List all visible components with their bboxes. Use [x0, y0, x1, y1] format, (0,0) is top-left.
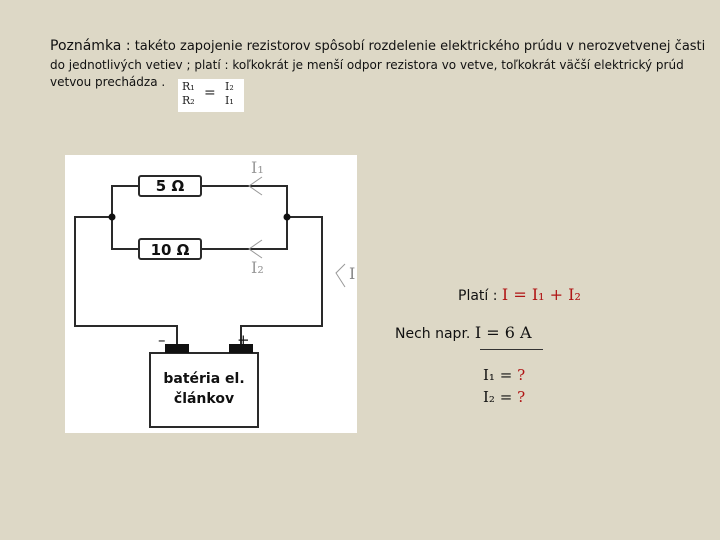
label-current-i2: I₂: [251, 258, 264, 277]
unknown-i2-value: ?: [517, 388, 526, 406]
ratio-i2: I₂: [225, 80, 234, 93]
example-prefix: Nech napr.: [395, 326, 471, 342]
unknown-i1-value: ?: [517, 366, 526, 384]
wire-outer-right: [241, 217, 322, 344]
label-resistor-5: 5 Ω: [155, 177, 185, 195]
wire-top-left: [112, 186, 139, 217]
label-current-total: I: [349, 264, 356, 283]
label-resistor-10: 10 Ω: [150, 241, 190, 259]
wire-bottom-left: [112, 217, 139, 249]
note-line-2: do jednotlivých vetiev ; platí : koľkokrát je menší odpor rezistora vo vetve, toľkokrát väčší elektrický prúd: [50, 58, 684, 72]
battery-label-line-1: batéria el.: [163, 371, 245, 387]
junction-right: [284, 214, 291, 221]
note-line-1-text: takéto zapojenie rezistorov spôsobí rozdelenie elektrického prúdu v nerozvetvenej časti: [130, 39, 706, 54]
note-line-3: vetvou prechádza .: [50, 75, 166, 89]
unknown-i2-label: I₂ =: [483, 388, 513, 406]
arrow-i: [336, 264, 345, 287]
junction-left: [109, 214, 116, 221]
ratio-r1: R₁: [182, 80, 195, 93]
wire-outer-left: [75, 217, 177, 344]
relation-formula: I = I₁ + I₂: [501, 285, 581, 304]
circuit-diagram: [65, 155, 357, 433]
example-line: [395, 323, 532, 342]
unknown-i1-line: [483, 366, 525, 384]
ratio-i1: I₁: [225, 94, 234, 107]
example-underline: [480, 349, 543, 350]
ratio-equals: =: [204, 85, 216, 101]
example-value: I = 6 A: [474, 323, 532, 342]
circuit-drawing: [65, 155, 357, 433]
ratio-r2: R₂: [182, 94, 195, 107]
unknown-i2-line: [483, 388, 525, 406]
unknown-i1-label: I₁ =: [483, 366, 513, 384]
relation-line: [458, 285, 581, 304]
ratio-formula: [178, 79, 244, 112]
label-plus: +: [237, 331, 250, 349]
label-current-i1: I₁: [251, 158, 264, 177]
relation-prefix: Platí :: [458, 288, 498, 304]
label-minus: –: [158, 331, 166, 349]
wire-bottom-right: [201, 217, 287, 249]
battery-terminal-minus: [165, 344, 189, 353]
battery-label-line-2: článkov: [173, 391, 235, 407]
note-line-1: [50, 38, 705, 54]
battery-body: [150, 353, 258, 427]
note-heading: Poznámka :: [50, 38, 131, 54]
wire-top-right: [201, 186, 287, 217]
